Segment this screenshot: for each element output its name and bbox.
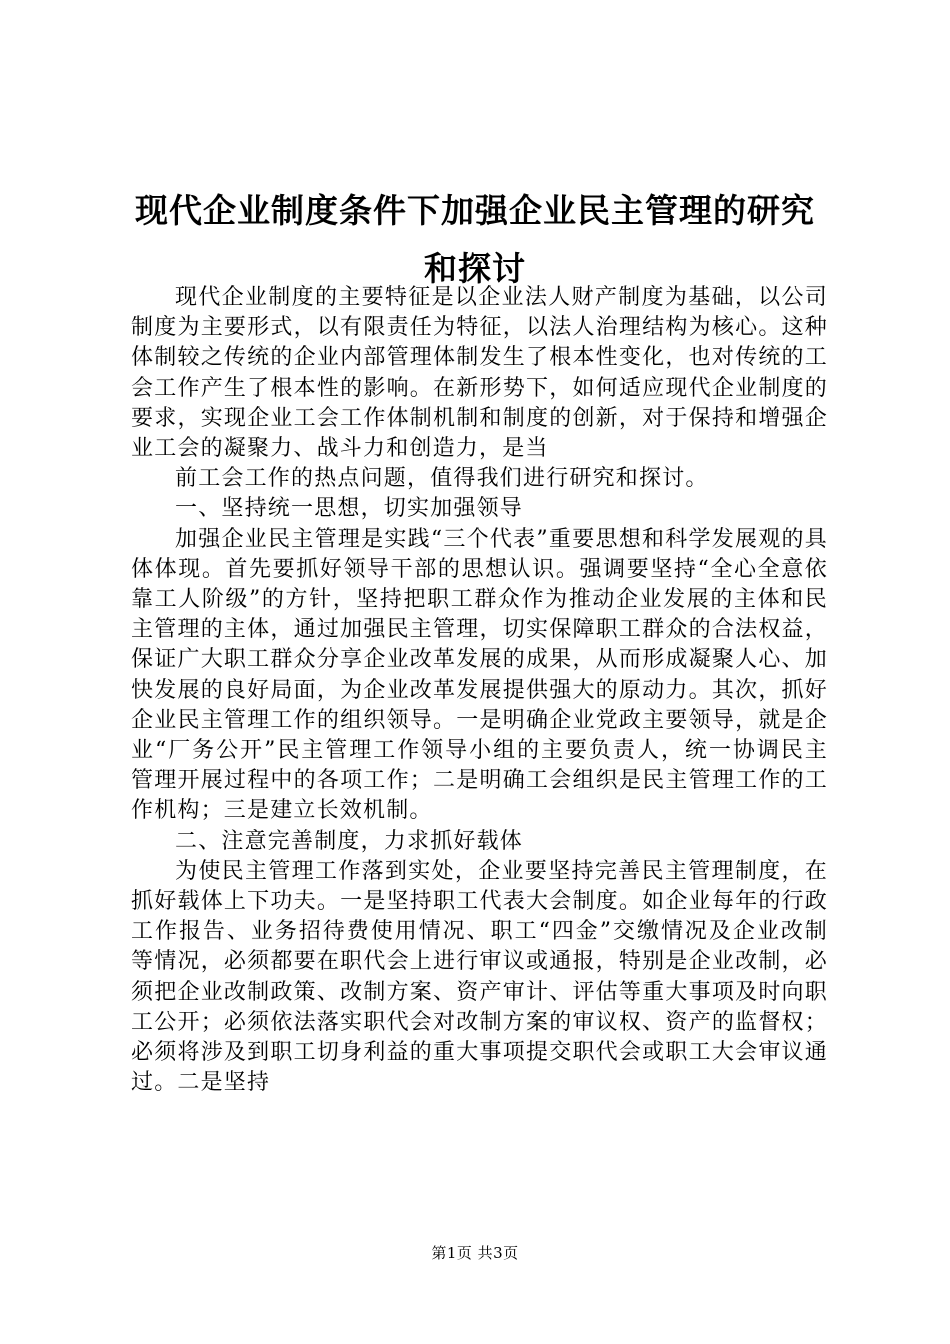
title-line-2: 和探讨 (424, 249, 526, 288)
section-heading: 一、坚持统一思想，切实加强领导 (175, 496, 524, 522)
paragraph: 现代企业制度的主要特征是以企业法人财产制度为基础，以公司制度为主要形式，以有限责任为特征，以法人治理结构为核心。这种体制较之传统的企业内部管理体制发生了根本性变化，也对传统的工会工作产生了根本性的影响。在新形势下，如何适应现代企业制度的要求，实现企业工会工作体制机制和制度的创新，对于保持和增强企业工会的凝聚力、战斗力和创造力，是当 (131, 285, 828, 462)
title-line-1: 现代企业制度条件下加强企业民主管理的研究 (135, 191, 815, 230)
paragraph: 加强企业民主管理是实践“三个代表”重要思想和科学发展观的具体体现。首先要抓好领导干部的思想认识。强调要坚持“全心全意依靠工人阶级”的方针，坚持把职工群众作为推动企业发展的主体和民主管理的主体，通过加强民主管理，切实保障职工群众的合法权益，保证广大职工群众分享企业改革发展的成果，从而形成凝聚人心、加快发展的良好局面，为企业改革发展提供强大的原动力。其次，抓好企业民主管理工作的组织领导。一是明确企业党政主要领导，就是企业“厂务公开”民主管理工作领导小组的主要负责人，统一协调民主管理开展过程中的各项工作；二是明确工会组织是民主管理工作的工作机构；三是建立长效机制。 (131, 526, 828, 824)
document-title (100, 182, 850, 298)
paragraph: 为使民主管理工作落到实处，企业要坚持完善民主管理制度，在抓好载体上下功夫。一是坚持职工代表大会制度。如企业每年的行政工作报告、业务招待费使用情况、职工“四金”交缴情况及企业改制等情况，必须都要在职代会上进行审议或通报，特别是企业改制，必须把企业改制政策、改制方案、资产审计、评估等重大事项及时向职工公开；必须依法落实职代会对改制方案的审议权、资产的监督权；必须将涉及到职工切身利益的重大事项提交职代会或职工大会审议通过。二是坚持 (131, 858, 828, 1096)
page-footer: 第1页 共3页 (431, 1244, 519, 1262)
document-body (131, 283, 828, 1098)
paragraph: 前工会工作的热点问题，值得我们进行研究和探讨。 (175, 466, 709, 492)
section-heading: 二、注意完善制度，力求抓好载体 (175, 828, 524, 854)
